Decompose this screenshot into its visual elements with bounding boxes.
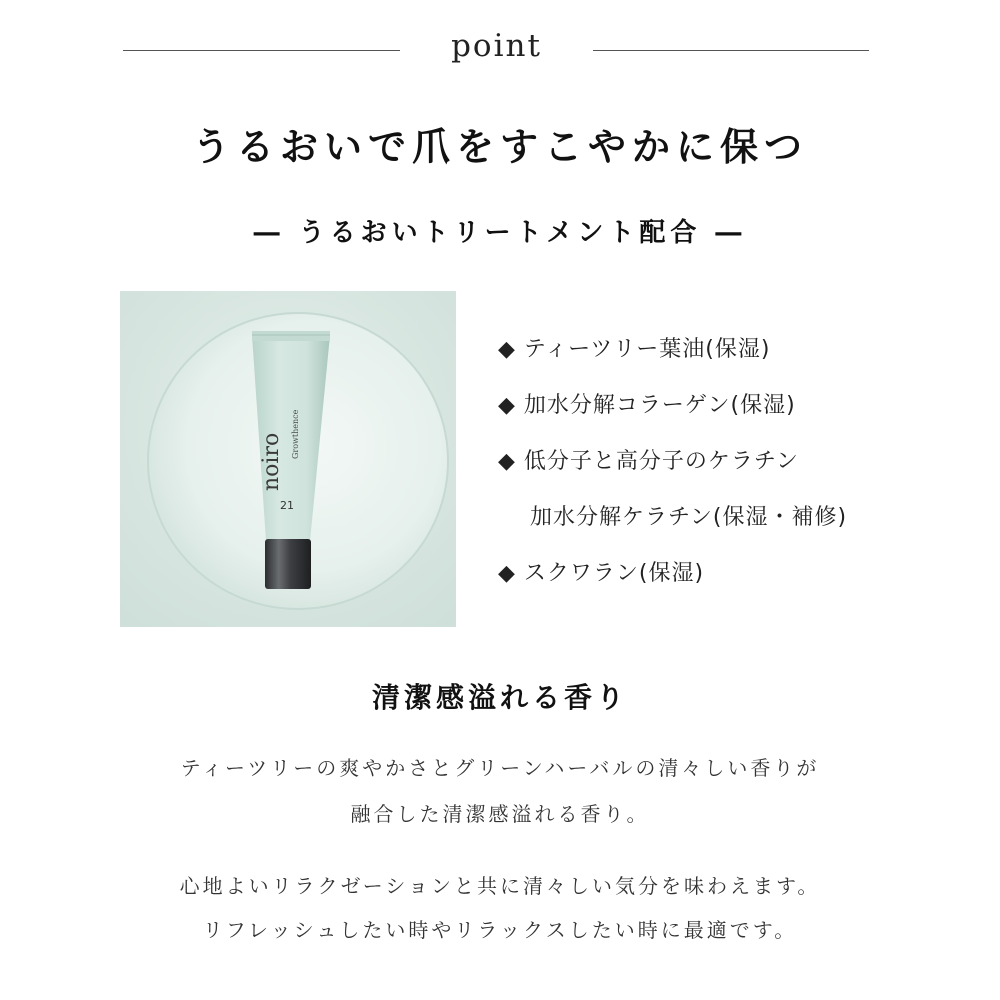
ingredient-item [498, 388, 796, 419]
diamond-bullet-icon: ◆ [498, 337, 516, 362]
line-label [291, 409, 300, 459]
header-rule-left [123, 50, 400, 51]
product-illustration [120, 291, 456, 627]
product-photo [120, 291, 456, 627]
page-title: うるおいで爪をすこやかに保つ [191, 125, 808, 169]
ingredient-text: 加水分解コラーゲン(保湿) [523, 393, 796, 418]
diamond-bullet-icon: ◆ [498, 449, 516, 474]
line-text: Growthence [291, 409, 300, 459]
ingredient-text: 低分子と高分子のケラチン [523, 449, 799, 474]
diamond-bullet-icon: ◆ [498, 393, 516, 418]
ingredient-item [498, 332, 770, 363]
ingredient-subitem [530, 500, 847, 531]
ingredient-text: 加水分解ケラチン(保湿・補修) [530, 505, 848, 530]
diamond-bullet-icon: ◆ [498, 561, 516, 586]
cap-shape [265, 539, 311, 589]
shade-number: 21 [280, 499, 294, 512]
header-point-label: point [451, 28, 542, 64]
scent-line: リフレッシュしたい時やリラックスしたい時に最適です。 [202, 918, 798, 942]
scent-title: 清潔感溢れる香り [371, 681, 628, 714]
brand-text: noiro [259, 432, 284, 491]
brand-label [259, 433, 284, 491]
ingredient-item [498, 444, 799, 475]
scent-line: ティーツリーの爽やかさとグリーンハーバルの清々しい香りが [180, 756, 820, 780]
header-rule-right [593, 50, 869, 51]
ingredient-text: ティーツリー葉油(保湿) [523, 337, 771, 362]
page-subtitle: ― うるおいトリートメント配合 ― [253, 218, 747, 248]
scent-line: 心地よいリラクゼーションと共に清々しい気分を味わえます。 [179, 874, 821, 898]
scent-line: 融合した清潔感溢れる香り。 [350, 802, 650, 826]
ingredient-item [498, 556, 704, 587]
ingredient-text: スクワラン(保湿) [523, 561, 705, 586]
